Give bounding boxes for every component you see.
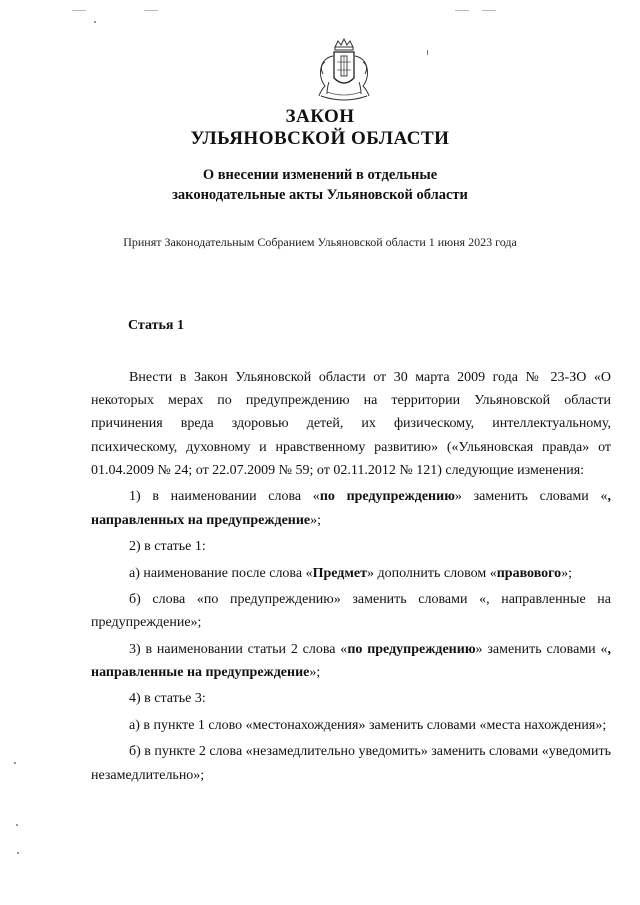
- scan-speck: [17, 852, 19, 854]
- scan-artifact: [455, 10, 469, 11]
- adoption-line: Принят Законодательным Собранием Ульяновской области 1 июня 2023 года: [123, 235, 517, 249]
- law-subtitle-line1: О внесении изменений в отдельные: [202, 167, 438, 183]
- amendment-new-words: , направленных на предупреждение: [91, 489, 611, 528]
- amendment-item-2a: [91, 562, 611, 585]
- scan-artifact: [482, 10, 496, 11]
- scan-speck: [14, 762, 16, 764]
- scan-speck: [94, 21, 96, 23]
- scan-artifact: [72, 10, 86, 11]
- law-subtitle-line2: законодательные акты Ульяновской области: [172, 187, 468, 203]
- article-heading: Статья 1: [128, 318, 184, 333]
- amendment-item-4: 4) в статье 3:: [129, 691, 206, 707]
- amendment-item-4b: б) в пункте 2 слова «незамедлительно уведомить» заменить словами «уведомить незамедлительно»;: [91, 744, 612, 783]
- amendment-new-words: правового: [496, 565, 562, 581]
- amendment-item-2: 2) в статье 1:: [129, 539, 206, 555]
- amendment-text: »;: [310, 512, 322, 528]
- law-title-line1: ЗАКОН: [285, 106, 355, 127]
- article-intro-paragraph: Внести в Закон Ульяновской области от 30 марта 2009 года № 23-ЗО «О некоторых мерах по предупреждению на территории Ульяновской области причинения вреда здоровью детей, их физическому, интеллектуальному, психическому, духовному и нравственному развитию» («Ульяновская правда» от 01.04.2009 № 24; от 22.07.2009 № 59; от 02.11.2012 № 121) следующие изменения:: [91, 370, 611, 478]
- scan-speck: [427, 50, 428, 55]
- law-subtitle: [0, 165, 640, 205]
- coat-of-arms-graphic: [313, 38, 375, 104]
- amendment-text: а) наименование после слова «: [129, 565, 313, 581]
- amendment-old-words: Предмет: [312, 565, 367, 581]
- coat-of-arms-icon: [313, 38, 375, 104]
- scan-artifact: [144, 10, 158, 11]
- amendment-text: »;: [561, 565, 573, 581]
- law-title-line2: УЛЬЯНОВСКОЙ ОБЛАСТИ: [190, 128, 450, 149]
- law-title: [0, 106, 640, 150]
- amendment-item-1: [91, 485, 611, 531]
- amendment-item-3: [91, 638, 611, 684]
- amendment-text: 1) в наименовании слова «: [129, 489, 320, 505]
- amendment-item-2b: б) слова «по предупреждению» заменить словами «, направленные на предупреждение»;: [91, 592, 611, 631]
- amendment-text: » заменить словами «: [475, 641, 608, 657]
- amendment-text: » дополнить словом «: [367, 565, 497, 581]
- amendment-text: 3) в наименовании статьи 2 слова «: [129, 641, 348, 657]
- amendment-text: »;: [309, 664, 321, 680]
- amendment-text: » заменить словами «: [454, 489, 608, 505]
- amendment-new-words: , направленные на предупреждение: [91, 641, 611, 680]
- amendment-item-4a: а) в пункте 1 слово «местонахождения» заменить словами «места нахождения»;: [129, 717, 607, 733]
- amendment-old-words: по предупреждению: [319, 489, 455, 505]
- scan-speck: [16, 824, 18, 826]
- amendment-old-words: по предупреждению: [347, 641, 476, 657]
- article-body: [91, 366, 611, 790]
